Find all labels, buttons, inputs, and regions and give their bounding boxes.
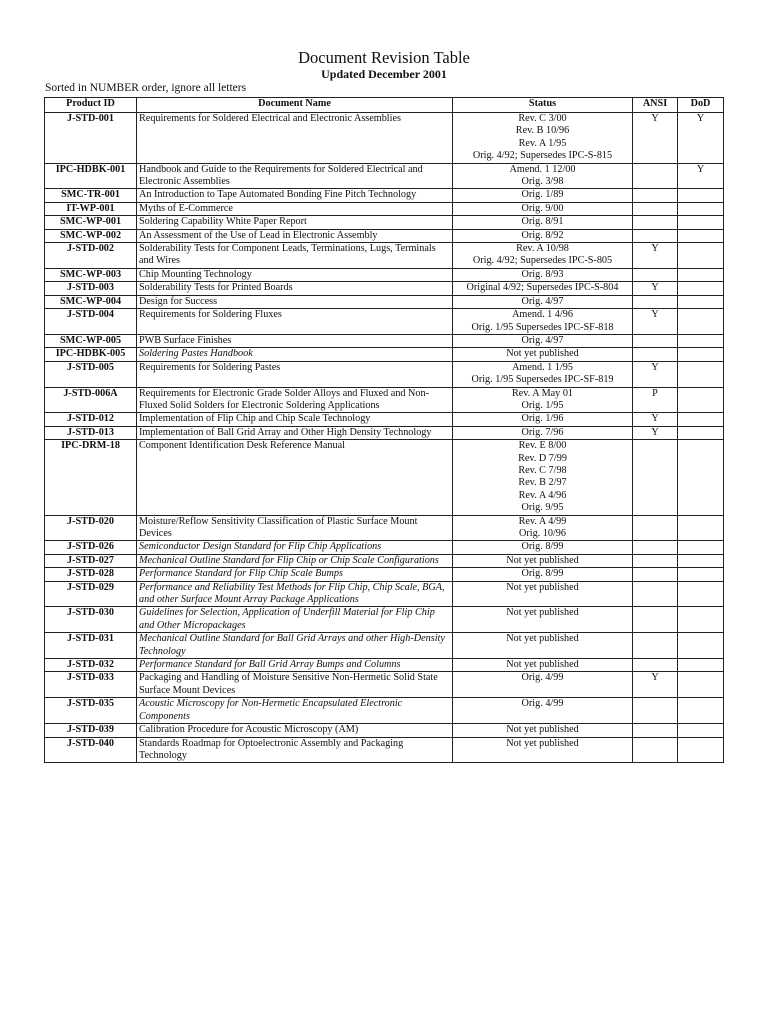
document-name-cell: Component Identification Desk Reference Manual — [137, 440, 453, 515]
product-id-cell: J-STD-020 — [45, 515, 137, 541]
document-name-cell: Myths of E-Commerce — [137, 202, 453, 215]
status-cell — [453, 659, 633, 672]
dod-cell — [678, 515, 724, 541]
product-id-cell: J-STD-006A — [45, 387, 137, 413]
status-line: Rev. A 1/95 — [518, 137, 567, 149]
status-line: Original 4/92; Supersedes IPC-S-804 — [466, 282, 619, 294]
product-id-cell: J-STD-033 — [45, 672, 137, 698]
status-cell — [453, 698, 633, 724]
ansi-cell: Y — [633, 426, 678, 439]
column-header-document-name: Document Name — [137, 98, 453, 113]
status-line: Not yet published — [506, 659, 579, 671]
status-cell — [453, 163, 633, 189]
status-line: Rev. B 10/96 — [515, 125, 570, 137]
document-name-cell: Semiconductor Design Standard for Flip Chip Applications — [137, 541, 453, 554]
product-id-cell: J-STD-001 — [45, 113, 137, 164]
document-name-cell: An Assessment of the Use of Lead in Electronic Assembly — [137, 229, 453, 242]
dod-cell — [678, 202, 724, 215]
status-cell — [453, 633, 633, 659]
dod-cell — [678, 361, 724, 387]
status-cell — [453, 216, 633, 229]
dod-cell — [678, 440, 724, 515]
dod-cell — [678, 554, 724, 567]
dod-cell — [678, 309, 724, 335]
dod-cell — [678, 737, 724, 763]
status-line: Orig. 4/99 — [521, 672, 564, 684]
table-row — [45, 581, 724, 607]
product-id-cell: J-STD-005 — [45, 361, 137, 387]
status-cell — [453, 440, 633, 515]
status-line: Orig. 8/91 — [521, 216, 564, 228]
status-line: Orig. 8/99 — [521, 541, 564, 553]
dod-cell — [678, 698, 724, 724]
sort-note: Sorted in NUMBER order, ignore all letters — [45, 82, 247, 94]
table-row — [45, 633, 724, 659]
dod-cell — [678, 633, 724, 659]
product-id-cell: SMC-WP-005 — [45, 334, 137, 347]
status-line: Amend. 1 12/00 — [509, 163, 576, 175]
table-row — [45, 243, 724, 269]
status-line: Orig. 1/95 Supersedes IPC-SF-818 — [471, 321, 614, 333]
status-line: Orig. 4/92; Supersedes IPC-S-815 — [472, 150, 613, 162]
product-id-cell: J-STD-012 — [45, 413, 137, 426]
table-row — [45, 413, 724, 426]
document-name-cell: Requirements for Soldering Fluxes — [137, 309, 453, 335]
table-body — [45, 113, 724, 763]
ansi-cell — [633, 607, 678, 633]
status-cell — [453, 541, 633, 554]
ansi-cell: Y — [633, 413, 678, 426]
document-name-cell: Guidelines for Selection, Application of Underfill Material for Flip Chip and Other Micropackages — [137, 607, 453, 633]
document-name-cell: Soldering Pastes Handbook — [137, 348, 453, 361]
product-id-cell: J-STD-028 — [45, 568, 137, 581]
table-row — [45, 672, 724, 698]
status-cell — [453, 282, 633, 295]
ansi-cell: P — [633, 387, 678, 413]
status-cell — [453, 737, 633, 763]
table-row — [45, 268, 724, 281]
document-name-cell: Mechanical Outline Standard for Ball Grid Arrays and other High-Density Technology — [137, 633, 453, 659]
ansi-cell: Y — [633, 309, 678, 335]
status-line: Not yet published — [506, 607, 579, 619]
table-row — [45, 426, 724, 439]
ansi-cell — [633, 163, 678, 189]
document-name-cell: Performance Standard for Flip Chip Scale Bumps — [137, 568, 453, 581]
table-row — [45, 541, 724, 554]
status-cell — [453, 672, 633, 698]
ansi-cell — [633, 698, 678, 724]
status-cell — [453, 189, 633, 202]
status-cell — [453, 243, 633, 269]
document-name-cell: An Introduction to Tape Automated Bonding Fine Pitch Technology — [137, 189, 453, 202]
table-row — [45, 568, 724, 581]
table-row — [45, 554, 724, 567]
product-id-cell: SMC-WP-002 — [45, 229, 137, 242]
status-cell — [453, 202, 633, 215]
product-id-cell: IT-WP-001 — [45, 202, 137, 215]
status-cell — [453, 309, 633, 335]
product-id-cell: J-STD-004 — [45, 309, 137, 335]
document-name-cell: Requirements for Electronic Grade Solder Alloys and Fluxed and Non-Fluxed Solid Solders for Electronic Soldering Applications — [137, 387, 453, 413]
status-cell — [453, 334, 633, 347]
ansi-cell: Y — [633, 361, 678, 387]
dod-cell — [678, 413, 724, 426]
dod-cell — [678, 282, 724, 295]
ansi-cell — [633, 348, 678, 361]
ansi-cell — [633, 334, 678, 347]
dod-cell — [678, 672, 724, 698]
status-line: Orig. 7/96 — [521, 426, 564, 438]
document-name-cell: Design for Success — [137, 295, 453, 308]
status-cell — [453, 426, 633, 439]
dod-cell — [678, 216, 724, 229]
status-line: Not yet published — [506, 554, 579, 566]
status-line: Orig. 1/89 — [521, 189, 564, 201]
dod-cell — [678, 295, 724, 308]
ansi-cell: Y — [633, 113, 678, 164]
product-id-cell: SMC-WP-001 — [45, 216, 137, 229]
document-name-cell: Standards Roadmap for Optoelectronic Assembly and Packaging Technology — [137, 737, 453, 763]
table-row — [45, 737, 724, 763]
status-line: Not yet published — [506, 633, 579, 645]
product-id-cell: SMC-TR-001 — [45, 189, 137, 202]
table-row — [45, 202, 724, 215]
ansi-cell: Y — [633, 672, 678, 698]
column-header-ansi: ANSI — [633, 98, 678, 113]
status-cell — [453, 387, 633, 413]
table-row — [45, 229, 724, 242]
status-cell — [453, 361, 633, 387]
dod-cell — [678, 334, 724, 347]
dod-cell — [678, 568, 724, 581]
status-cell — [453, 295, 633, 308]
ansi-cell — [633, 268, 678, 281]
ansi-cell — [633, 229, 678, 242]
status-line: Rev. D 7/99 — [518, 452, 567, 464]
ansi-cell — [633, 659, 678, 672]
document-name-cell: Implementation of Flip Chip and Chip Scale Technology — [137, 413, 453, 426]
dod-cell — [678, 724, 724, 737]
product-id-cell: SMC-WP-004 — [45, 295, 137, 308]
status-line: Orig. 1/96 — [521, 413, 564, 425]
product-id-cell: J-STD-039 — [45, 724, 137, 737]
status-line: Orig. 3/98 — [521, 176, 564, 188]
status-line: Not yet published — [506, 724, 579, 736]
status-line: Not yet published — [506, 581, 579, 593]
ansi-cell — [633, 633, 678, 659]
column-header-product-id: Product ID — [45, 98, 137, 113]
document-name-cell: Acoustic Microscopy for Non-Hermetic Encapsulated Electronic Components — [137, 698, 453, 724]
dod-cell — [678, 607, 724, 633]
table-row — [45, 361, 724, 387]
table-row — [45, 440, 724, 515]
product-id-cell: J-STD-030 — [45, 607, 137, 633]
dod-cell — [678, 229, 724, 242]
document-name-cell: Performance Standard for Ball Grid Array Bumps and Columns — [137, 659, 453, 672]
ansi-cell — [633, 581, 678, 607]
product-id-cell: J-STD-003 — [45, 282, 137, 295]
product-id-cell: J-STD-035 — [45, 698, 137, 724]
dod-cell — [678, 268, 724, 281]
product-id-cell: SMC-WP-003 — [45, 268, 137, 281]
document-name-cell: Solderability Tests for Printed Boards — [137, 282, 453, 295]
document-name-cell: Chip Mounting Technology — [137, 268, 453, 281]
status-cell — [453, 348, 633, 361]
status-line: Rev. E 8/00 — [518, 440, 567, 452]
status-line: Orig. 4/92; Supersedes IPC-S-805 — [472, 255, 613, 267]
table-row — [45, 282, 724, 295]
revision-table — [44, 97, 724, 763]
product-id-cell: IPC-HDBK-001 — [45, 163, 137, 189]
document-name-cell: Moisture/Reflow Sensitivity Classification of Plastic Surface Mount Devices — [137, 515, 453, 541]
status-cell — [453, 113, 633, 164]
table-row — [45, 607, 724, 633]
status-line: Rev. A 4/99 — [518, 515, 567, 527]
status-cell — [453, 581, 633, 607]
document-name-cell: Performance and Reliability Test Methods for Flip Chip, Chip Scale, BGA, and other Surface Mount Array Package Applications — [137, 581, 453, 607]
product-id-cell: J-STD-032 — [45, 659, 137, 672]
document-name-cell: Packaging and Handling of Moisture Sensitive Non-Hermetic Solid State Surface Mount Devices — [137, 672, 453, 698]
table-row — [45, 113, 724, 164]
ansi-cell — [633, 737, 678, 763]
ansi-cell — [633, 515, 678, 541]
dod-cell: Y — [678, 113, 724, 164]
product-id-cell: J-STD-002 — [45, 243, 137, 269]
status-line: Orig. 1/95 — [521, 399, 564, 411]
ansi-cell — [633, 440, 678, 515]
product-id-cell: J-STD-029 — [45, 581, 137, 607]
status-cell — [453, 568, 633, 581]
ansi-cell — [633, 554, 678, 567]
product-id-cell: IPC-HDBK-005 — [45, 348, 137, 361]
document-name-cell: Soldering Capability White Paper Report — [137, 216, 453, 229]
product-id-cell: J-STD-026 — [45, 541, 137, 554]
status-line: Orig. 8/93 — [521, 268, 564, 280]
table-row — [45, 309, 724, 335]
dod-cell — [678, 189, 724, 202]
table-row — [45, 659, 724, 672]
status-line: Orig. 9/00 — [521, 202, 564, 214]
table-row — [45, 216, 724, 229]
product-id-cell: J-STD-040 — [45, 737, 137, 763]
dod-cell — [678, 243, 724, 269]
status-cell — [453, 515, 633, 541]
page-subtitle: Updated December 2001 — [321, 67, 447, 81]
product-id-cell: IPC-DRM-18 — [45, 440, 137, 515]
status-cell — [453, 554, 633, 567]
document-name-cell: Implementation of Ball Grid Array and Other High Density Technology — [137, 426, 453, 439]
status-line: Rev. C 7/98 — [518, 464, 567, 476]
status-line: Orig. 4/99 — [521, 698, 564, 710]
table-row — [45, 348, 724, 361]
document-name-cell: PWB Surface Finishes — [137, 334, 453, 347]
table-row — [45, 163, 724, 189]
table-row — [45, 334, 724, 347]
table-header-row — [45, 98, 724, 113]
status-line: Orig. 1/95 Supersedes IPC-SF-819 — [471, 374, 614, 386]
ansi-cell: Y — [633, 282, 678, 295]
column-header-dod: DoD — [678, 98, 724, 113]
dod-cell — [678, 659, 724, 672]
dod-cell — [678, 581, 724, 607]
ansi-cell — [633, 189, 678, 202]
dod-cell: Y — [678, 163, 724, 189]
table-row — [45, 698, 724, 724]
ansi-cell — [633, 216, 678, 229]
table-row — [45, 515, 724, 541]
ansi-cell — [633, 568, 678, 581]
document-name-cell: Mechanical Outline Standard for Flip Chip or Chip Scale Configurations — [137, 554, 453, 567]
ansi-cell — [633, 724, 678, 737]
status-cell — [453, 268, 633, 281]
product-id-cell: J-STD-031 — [45, 633, 137, 659]
status-line: Orig. 4/97 — [521, 334, 564, 346]
status-cell — [453, 413, 633, 426]
dod-cell — [678, 541, 724, 554]
ansi-cell: Y — [633, 243, 678, 269]
column-header-status: Status — [453, 98, 633, 113]
status-line: Rev. B 2/97 — [518, 477, 567, 489]
document-name-cell: Requirements for Soldering Pastes — [137, 361, 453, 387]
product-id-cell: J-STD-013 — [45, 426, 137, 439]
status-line: Rev. A 4/96 — [518, 489, 567, 501]
document-name-cell: Calibration Procedure for Acoustic Microscopy (AM) — [137, 724, 453, 737]
ansi-cell — [633, 202, 678, 215]
document-name-cell: Requirements for Soldered Electrical and Electronic Assemblies — [137, 113, 453, 164]
document-name-cell: Handbook and Guide to the Requirements for Soldered Electrical and Electronic Assemblies — [137, 163, 453, 189]
status-line: Amend. 1 4/96 — [512, 309, 573, 321]
table-row — [45, 724, 724, 737]
status-line: Rev. C 3/00 — [518, 113, 567, 124]
status-line: Orig. 10/96 — [519, 528, 566, 539]
status-line: Orig. 8/92 — [521, 229, 564, 241]
dod-cell — [678, 348, 724, 361]
status-line: Not yet published — [506, 737, 579, 749]
ansi-cell — [633, 541, 678, 554]
product-id-cell: J-STD-027 — [45, 554, 137, 567]
status-line: Orig. 8/99 — [521, 568, 564, 580]
document-name-cell: Solderability Tests for Component Leads, Terminations, Lugs, Terminals and Wires — [137, 243, 453, 269]
status-cell — [453, 607, 633, 633]
page-title: Document Revision Table — [298, 48, 470, 67]
status-line: Rev. A 10/98 — [516, 243, 569, 255]
ansi-cell — [633, 295, 678, 308]
dod-cell — [678, 426, 724, 439]
status-cell — [453, 724, 633, 737]
status-line: Not yet published — [506, 348, 579, 360]
status-cell — [453, 229, 633, 242]
status-line: Rev. A May 01 — [511, 387, 574, 399]
status-line: Amend. 1 1/95 — [512, 361, 573, 373]
table-row — [45, 387, 724, 413]
dod-cell — [678, 387, 724, 413]
status-line: Orig. 9/95 — [521, 502, 564, 514]
table-row — [45, 189, 724, 202]
table-row — [45, 295, 724, 308]
status-line: Orig. 4/97 — [521, 295, 564, 307]
